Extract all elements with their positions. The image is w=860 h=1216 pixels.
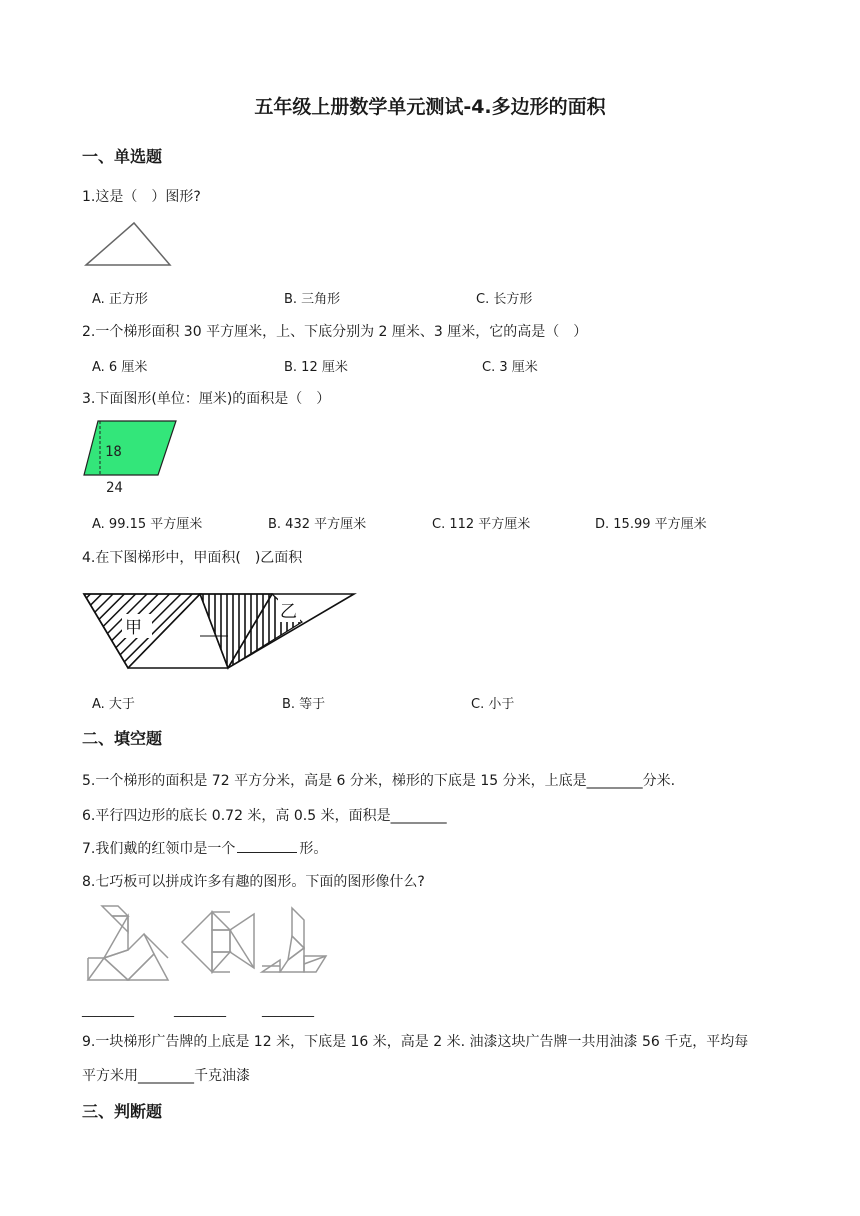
question-8: 8.七巧板可以拼成许多有趣的图形。下面的图形像什么? (82, 874, 425, 890)
question-9-line-2 (82, 1065, 250, 1085)
section-heading-fill-in: 二、填空题 (82, 729, 163, 748)
q3-option-d[interactable]: D. 15.99 平方厘米 (595, 517, 707, 532)
question-5 (82, 770, 675, 790)
q3-option-c[interactable]: C. 112 平方厘米 (432, 517, 531, 532)
height-label: 18 (105, 444, 122, 460)
q8-blank-1[interactable]: ________ (82, 1003, 134, 1018)
parallelogram-figure (82, 418, 182, 498)
q7-text: 7.我们戴的红领巾是一个 (82, 841, 236, 857)
q6-text: 6.平行四边形的底长 0.72 米，高 0.5 米，面积是 (82, 808, 391, 824)
label-jia: 甲 (125, 618, 142, 638)
page-title: 五年级上册数学单元测试-4.多边形的面积 (254, 96, 606, 118)
tangram-fish-figure (178, 908, 258, 978)
question-2: 2.一个梯形面积 30 平方厘米，上、下底分别为 2 厘米、3 厘米，它的高是（ ） (82, 324, 588, 340)
q5-text: 5.一个梯形的面积是 72 平方分米，高是 6 分米，梯形的下底是 15 分米，上底是 (82, 773, 587, 789)
base-label: 24 (106, 480, 123, 496)
q9-text-after: 千克油漆 (194, 1068, 250, 1084)
q7-text-after: 形。 (299, 841, 328, 857)
tangram-boot-figure (260, 904, 330, 980)
question-6 (82, 805, 447, 825)
trapezoid-figure (82, 590, 362, 672)
question-9-line-1: 9.一块梯形广告牌的上底是 12 米，下底是 16 米，高是 2 米. 油漆这块广告牌一共用油漆 56 千克，平均每 (82, 1034, 749, 1050)
q2-option-a[interactable]: A. 6 厘米 (92, 360, 148, 375)
question-7 (82, 838, 327, 858)
q3-option-b[interactable]: B. 432 平方厘米 (268, 517, 367, 532)
q2-option-b[interactable]: B. 12 厘米 (284, 360, 348, 375)
q1-option-c[interactable]: C. 长方形 (476, 292, 533, 307)
q5-text-after: 分米. (642, 773, 676, 789)
q4-option-c[interactable]: C. 小于 (471, 697, 515, 712)
question-3: 3.下面图形(单位：厘米)的面积是（ ） (82, 391, 331, 407)
q5-blank[interactable]: ________ (586, 773, 643, 789)
q6-blank[interactable]: ________ (390, 808, 447, 824)
tangram-swan-figure (84, 902, 174, 986)
question-4: 4.在下图梯形中，甲面积( )乙面积 (82, 550, 303, 566)
q4-option-b[interactable]: B. 等于 (282, 697, 326, 712)
section-heading-single-choice: 一、单选题 (82, 147, 163, 166)
q7-blank[interactable] (237, 840, 297, 853)
question-1: 1.这是（ ）图形? (82, 189, 201, 205)
q1-option-b[interactable]: B. 三角形 (284, 292, 341, 307)
q9-text: 平方米用 (82, 1068, 138, 1084)
q2-option-c[interactable]: C. 3 厘米 (482, 360, 538, 375)
q4-option-a[interactable]: A. 大于 (92, 697, 135, 712)
q1-option-a[interactable]: A. 正方形 (92, 292, 148, 307)
label-yi: 乙 (280, 602, 297, 622)
q8-blank-3[interactable]: ________ (262, 1003, 314, 1018)
triangle-figure (84, 220, 174, 268)
q3-option-a[interactable]: A. 99.15 平方厘米 (92, 517, 203, 532)
q8-blank-2[interactable]: ________ (174, 1003, 226, 1018)
section-heading-true-false: 三、判断题 (82, 1102, 163, 1121)
q9-blank[interactable]: ________ (138, 1068, 194, 1084)
